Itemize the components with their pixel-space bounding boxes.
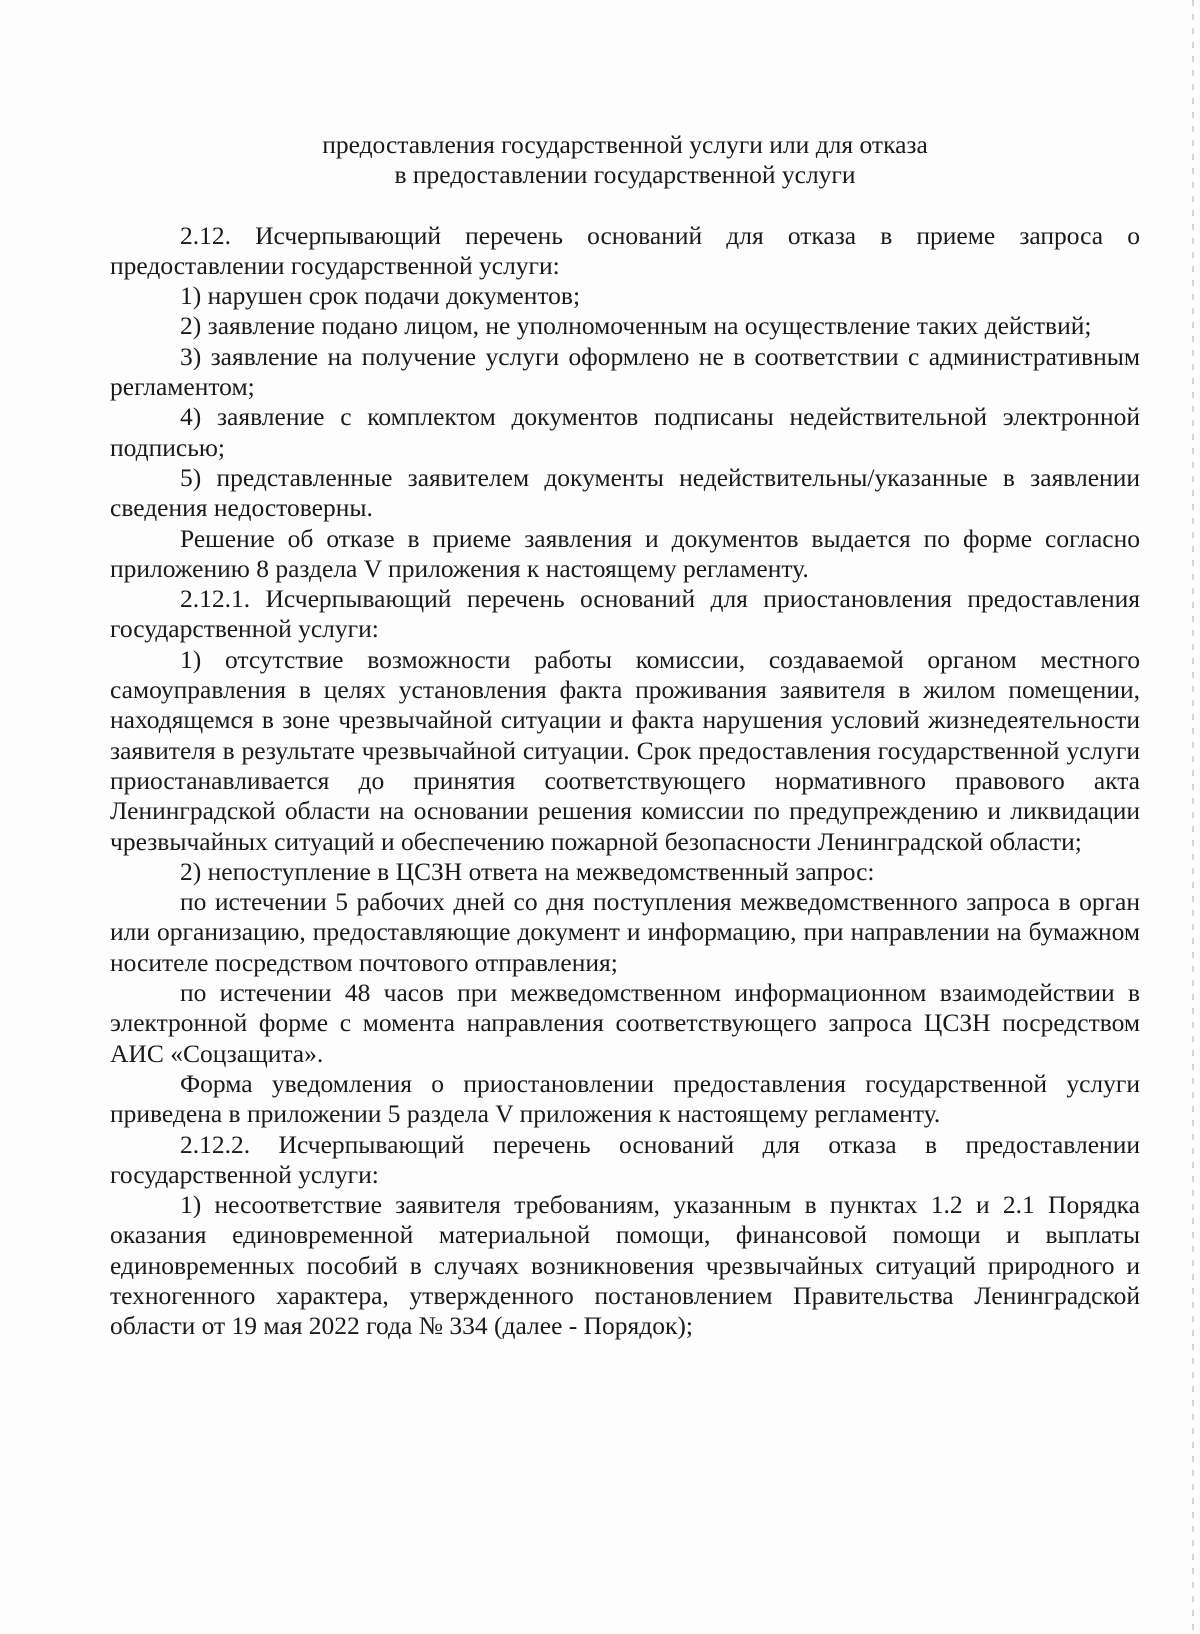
suspension-item-2: 2) непоступление в ЦСЗН ответа на межведомственный запрос:: [180, 856, 875, 886]
document-body: [110, 130, 1140, 1342]
list-item-4: 4) заявление с комплектом документов подписаны недействительной электронной подписью;: [110, 402, 1140, 462]
paragraph-2-12-1: 2.12.1. Исчерпывающий перечень оснований для приостановления предоставления государственной услуги:: [110, 584, 1140, 644]
paragraph-2-12: 2.12. Исчерпывающий перечень оснований для отказа в приеме запроса о предоставлении государственной услуги:: [110, 220, 1140, 280]
list-item-5: 5) представленные заявителем документы недействительны/указанные в заявлении сведения недостоверны.: [110, 462, 1140, 523]
scan-edge-artifact: [1192, 0, 1194, 1634]
refusal-item-1: 1) несоответствие заявителя требованиям, указанным в пунктах 1.2 и 2.1 Порядка оказания единовременной материальной помощи, финансовой помощи и выплаты единовременных пособий в случаях возникновения чрезвычайных ситуаций природного и техногенного характера, утвержденного постановлением Правительства Ленинградской области от 19 мая 2022 года № 334 (далее - Порядок);: [110, 1190, 1140, 1341]
refusal-decision-paragraph: Решение об отказе в приеме заявления и документов выдается по форме согласно приложению 8 раздела V приложения к настоящему регламенту.: [110, 523, 1140, 583]
suspension-item-1: 1) отсутствие возможности работы комиссии, создаваемой органом местного самоуправления в целях установления факта проживания заявителя в жилом помещении, находящемся в зоне чрезвычайной ситуации и факта нарушения условий жизнедеятельности заявителя в результате чрезвычайной ситуации. Срок предоставления государственной услуги приостанавливается до принятия соответствующего нормативного правового акта Ленинградской области на основании решения комиссии по предупреждению и ликвидации чрезвычайных ситуаций и обеспечению пожарной безопасности Ленинградской области;: [110, 644, 1140, 856]
heading-line-1: предоставления государственной услуги или для отказа: [322, 130, 928, 159]
suspension-notice-paragraph: Форма уведомления о приостановлении предоставления государственной услуги приведена в приложении 5 раздела V приложения к настоящему регламенту.: [110, 1068, 1140, 1129]
suspension-subitem-paper: по истечении 5 рабочих дней со дня поступления межведомственного запроса в орган или организацию, предоставляющие документ и информацию, при направлении на бумажном носителе посредством почтового отправления;: [110, 887, 1140, 977]
suspension-subitem-electronic: по истечении 48 часов при межведомственном информационном взаимодействии в электронной форме с момента направления соответствующего запроса ЦСЗН посредством АИС «Соцзащита».: [110, 978, 1140, 1068]
paragraph-2-12-2: 2.12.2. Исчерпывающий перечень оснований для отказа в предоставлении государственной услуги:: [110, 1129, 1140, 1189]
heading-line-2: в предоставлении государственной услуги: [394, 160, 856, 190]
list-item-2: 2) заявление подано лицом, не уполномоченным на осуществление таких действий;: [180, 311, 1092, 341]
section-heading: [110, 130, 1140, 191]
list-item-3: 3) заявление на получение услуги оформлено не в соответствии с административным регламентом;: [110, 341, 1140, 402]
list-item-1: 1) нарушен срок подачи документов;: [180, 281, 581, 311]
